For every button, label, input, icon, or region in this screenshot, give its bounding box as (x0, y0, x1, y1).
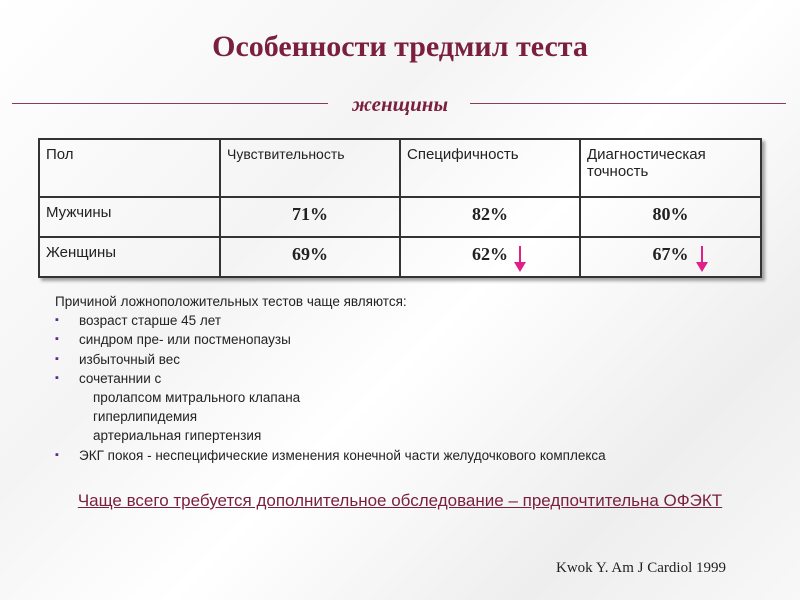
notes-intro: Причиной ложноположительных тестов чаще являются: (55, 294, 407, 309)
notes-list (55, 311, 606, 465)
list-item: ▪ возраст старше 45 лет (55, 311, 606, 330)
header-cell-accuracy: Диагностическая точность (580, 139, 761, 197)
citation: Kwok Y. Am J Cardiol 1999 (556, 560, 727, 576)
row-label-women: Женщины (39, 237, 220, 277)
women-specificity: 62% (472, 244, 508, 264)
stats-table (38, 138, 762, 278)
sub-list-item: гиперлипидемия (93, 409, 198, 425)
list-item: ▪ ЭКГ покоя - неспецифические изменения конечной части желудочкового комплекса (55, 446, 606, 465)
sub-list-item: пролапсом митрального клапана (93, 390, 301, 406)
header-cell-sex: Пол (39, 139, 220, 197)
list-item: ▪ синдром пре- или постменопаузы (55, 330, 606, 349)
list-item: ▪ избыточный вес (55, 350, 606, 369)
arrow-down-icon (696, 246, 708, 272)
slide-subtitle (0, 92, 800, 117)
recommendation-link[interactable]: Чаще всего требуется дополнительное обследование – предпочтительна ОФЭКТ (77, 491, 723, 510)
women-specificity-cell (400, 237, 580, 277)
header-cell-sensitivity: Чувствительность (220, 139, 400, 197)
men-specificity: 82% (400, 197, 580, 237)
men-accuracy: 80% (580, 197, 761, 237)
table-row (39, 237, 761, 277)
table-row (39, 197, 761, 237)
list-item: ▪ сочетаннии с (55, 369, 606, 388)
sub-list-item: артериальная гипертензия (93, 428, 262, 444)
header-cell-specificity: Специфичность (400, 139, 580, 197)
row-label-men: Мужчины (39, 197, 220, 237)
subtitle-text: женщины (351, 92, 449, 116)
subtitle-divider-right (470, 103, 786, 104)
women-sensitivity: 69% (220, 237, 400, 277)
table-header-row (39, 139, 761, 197)
women-accuracy-cell (580, 237, 761, 277)
arrow-down-icon (514, 246, 526, 272)
women-accuracy: 67% (652, 244, 689, 264)
slide-title: Особенности тредмил теста (212, 30, 588, 63)
men-sensitivity: 71% (220, 197, 400, 237)
false-positive-notes (55, 292, 606, 465)
